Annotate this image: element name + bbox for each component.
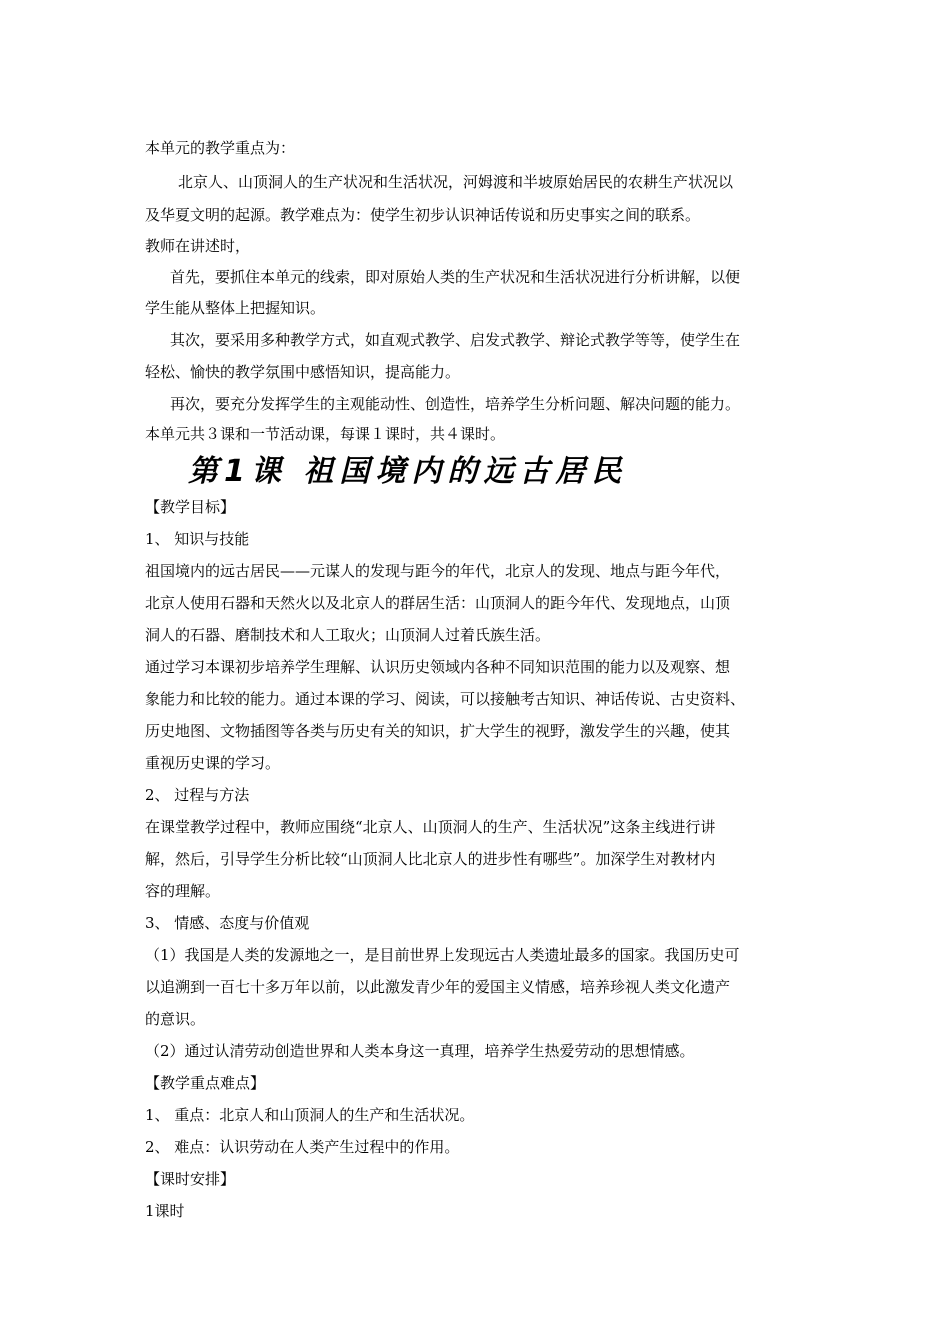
paragraph-line: 历史地图、文物插图等各类与历史有关的知识，扩大学生的视野，激发学生的兴趣，使其 xyxy=(145,722,731,740)
paragraph-line: 的意识。 xyxy=(145,1010,206,1028)
second-point-line: 其次，要采用多种教学方式，如直观式教学、启发式教学、辩论式教学等等，使学生在 xyxy=(170,331,741,349)
paragraph-line: 容的理解。 xyxy=(145,882,221,900)
section-heading: 2、 过程与方法 xyxy=(145,786,250,804)
paragraph-line: 重视历史课的学习。 xyxy=(145,754,281,772)
objectives-heading: 【教学目标】 xyxy=(145,498,236,516)
paragraph-line: 通过学习本课初步培养学生理解、认识历史领域内各种不同知识范围的能力以及观察、想 xyxy=(145,658,731,676)
second-point-line: 轻松、愉快的教学氛围中感悟知识，提高能力。 xyxy=(145,363,461,381)
keypoint-item: 1、 重点：北京人和山顶洞人的生产和生活状况。 xyxy=(145,1106,475,1124)
schedule-value: 1课时 xyxy=(145,1202,185,1220)
third-point-line: 再次，要充分发挥学生的主观能动性、创造性，培养学生分析问题、解决问题的能力。 xyxy=(170,395,741,413)
intro-paragraph-line: 北京人、山顶洞人的生产状况和生活状况，河姆渡和半坡原始居民的农耕生产状况以 xyxy=(178,173,734,191)
lesson-title: 第1课 祖国境内的远古居民 xyxy=(188,454,628,489)
schedule-heading: 【课时安排】 xyxy=(145,1170,236,1188)
paragraph-line: 在课堂教学过程中，教师应围绕“北京人、山顶洞人的生产、生活状况”这条主线进行讲 xyxy=(145,818,716,836)
paragraph-line: 以追溯到一百七十多万年以前，以此激发青少年的爱国主义情感，培养珍视人类文化遗产 xyxy=(145,978,731,996)
first-point-line: 学生能从整体上把握知识。 xyxy=(145,299,326,317)
teacher-note: 教师在讲述时， xyxy=(145,237,251,255)
intro-paragraph-line: 及华夏文明的起源。教学难点为：使学生初步认识神话传说和历史事实之间的联系。 xyxy=(145,206,701,224)
section-heading: 3、 情感、态度与价值观 xyxy=(145,914,310,932)
paragraph-line: 洞人的石器、磨制技术和人工取火；山顶洞人过着氏族生活。 xyxy=(145,626,551,644)
paragraph-line: （2）通过认清劳动创造世界和人类本身这一真理，培养学生热爱劳动的思想情感。 xyxy=(145,1042,695,1060)
paragraph-line: （1）我国是人类的发源地之一，是目前世界上发现远古人类遗址最多的国家。我国历史可 xyxy=(145,946,740,964)
unit-summary: 本单元共３课和一节活动课，每课１课时，共４课时。 xyxy=(145,425,506,443)
paragraph-line: 解，然后，引导学生分析比较“山顶洞人比北京人的进步性有哪些”。加深学生对教材内 xyxy=(145,850,716,868)
paragraph-line: 北京人使用石器和天然火以及北京人的群居生活：山顶洞人的距今年代、发现地点，山顶 xyxy=(145,594,731,612)
keypoints-heading: 【教学重点难点】 xyxy=(145,1074,266,1092)
keypoint-item: 2、 难点：认识劳动在人类产生过程中的作用。 xyxy=(145,1138,460,1156)
first-point-line: 首先，要抓住本单元的线索，即对原始人类的生产状况和生活状况进行分析讲解，以便 xyxy=(170,268,741,286)
paragraph-line: 象能力和比较的能力。通过本课的学习、阅读，可以接触考古知识、神话传说、古史资料、 xyxy=(145,690,746,708)
section-heading: 1、 知识与技能 xyxy=(145,530,250,548)
paragraph-line: 祖国境内的远古居民——元谋人的发现与距今的年代，北京人的发现、地点与距今年代， xyxy=(145,562,731,580)
intro-heading: 本单元的教学重点为： xyxy=(145,139,296,157)
